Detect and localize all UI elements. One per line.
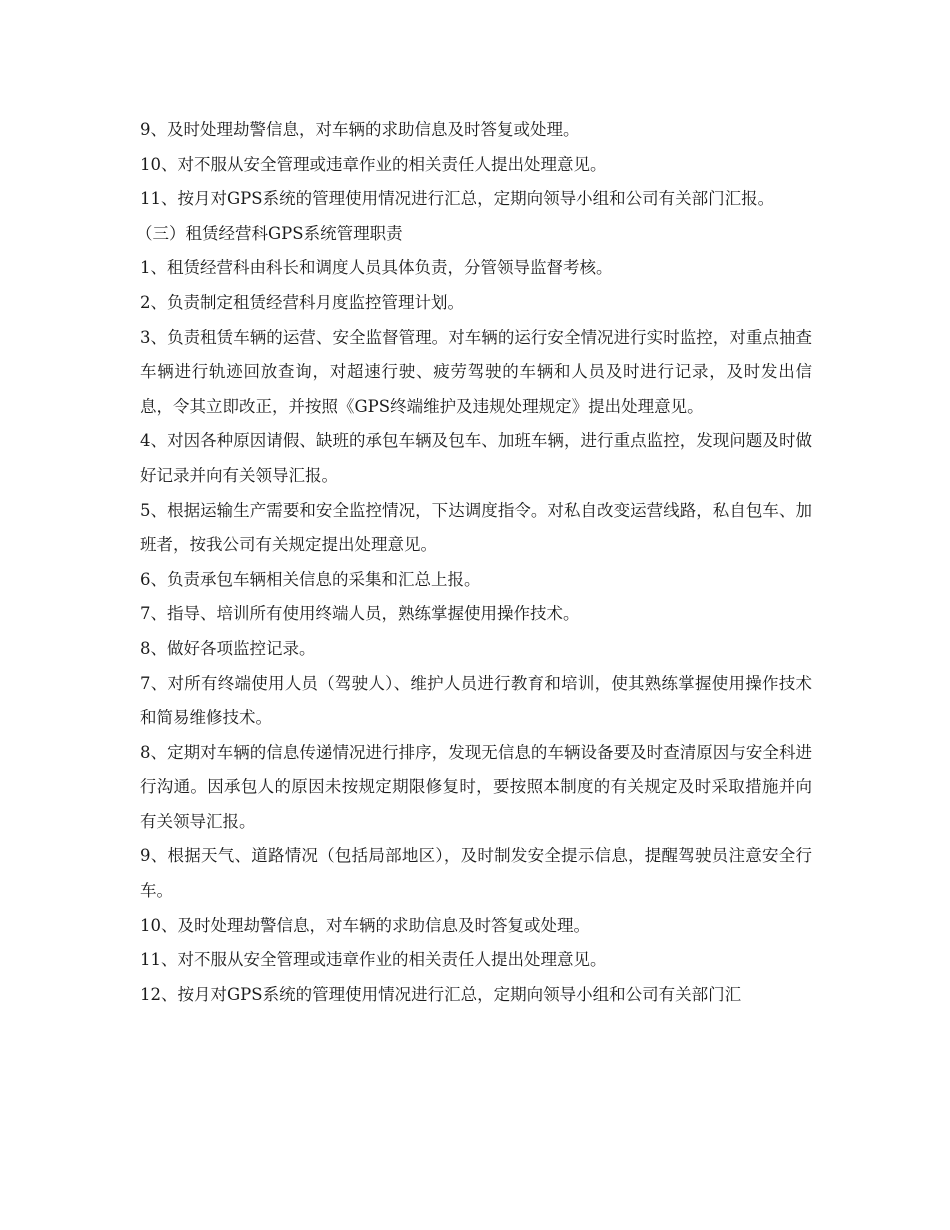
paragraph-item-4: 4、对因各种原因请假、缺班的承包车辆及包车、加班车辆，进行重点监控，发现问题及时做好记录并向有关领导汇报。 xyxy=(140,431,812,485)
document-body xyxy=(136,113,812,1012)
paragraph-item-8b: 8、定期对车辆的信息传递情况进行排序，发现无信息的车辆设备要及时查清原因与安全科进行沟通。因承包人的原因未按规定期限修复时，要按照本制度的有关规定及时采取措施并向有关领导汇报。 xyxy=(140,742,812,831)
paragraph-item-6: 6、负责承包车辆相关信息的采集和汇总上报。 xyxy=(140,569,481,589)
paragraph-item-5: 5、根据运输生产需要和安全监控情况，下达调度指令。对私自改变运营线路，私自包车、加班者，按我公司有关规定提出处理意见。 xyxy=(140,500,812,555)
paragraph-item-3: 3、负责租赁车辆的运营、安全监督管理。对车辆的运行安全情况进行实时监控，对重点抽查车辆进行轨迹回放查询，对超速行驶、疲劳驾驶的车辆和人员及时进行记录，及时发出信息，令其立即改正，并按照《GPS终端维护及违规处理规定》提出处理意见。 xyxy=(140,327,812,416)
paragraph-item-2: 2、负责制定租赁经营科月度监控管理计划。 xyxy=(140,292,464,312)
paragraph-item-10b: 10、及时处理劫警信息，对车辆的求助信息及时答复或处理。 xyxy=(140,915,590,935)
section-heading: （三）租赁经营科GPS系统管理职责 xyxy=(136,223,403,243)
paragraph-item-1: 1、租赁经营科由科长和调度人员具体负责，分管领导监督考核。 xyxy=(140,258,613,278)
paragraph-item-8: 8、做好各项监控记录。 xyxy=(140,638,316,658)
paragraph-item-7: 7、指导、培训所有使用终端人员，熟练掌握使用操作技术。 xyxy=(140,604,580,624)
paragraph-item-10: 10、对不服从安全管理或违章作业的相关责任人提出处理意见。 xyxy=(140,154,607,174)
paragraph-item-11: 11、按月对GPS系统的管理使用情况进行汇总，定期向领导小组和公司有关部门汇报。 xyxy=(140,189,775,209)
paragraph-item-9: 9、及时处理劫警信息，对车辆的求助信息及时答复或处理。 xyxy=(140,120,580,139)
paragraph-item-11b: 11、对不服从安全管理或违章作业的相关责任人提出处理意见。 xyxy=(140,950,607,970)
paragraph-item-9b: 9、根据天气、道路情况（包括局部地区），及时制发安全提示信息，提醒驾驶员注意安全行车。 xyxy=(140,846,812,901)
paragraph-item-7b: 7、对所有终端使用人员（驾驶人）、维护人员进行教育和培训，使其熟练掌握使用操作技术和简易维修技术。 xyxy=(140,673,812,728)
paragraph-item-12: 12、按月对GPS系统的管理使用情况进行汇总，定期向领导小组和公司有关部门汇 xyxy=(140,984,742,1004)
